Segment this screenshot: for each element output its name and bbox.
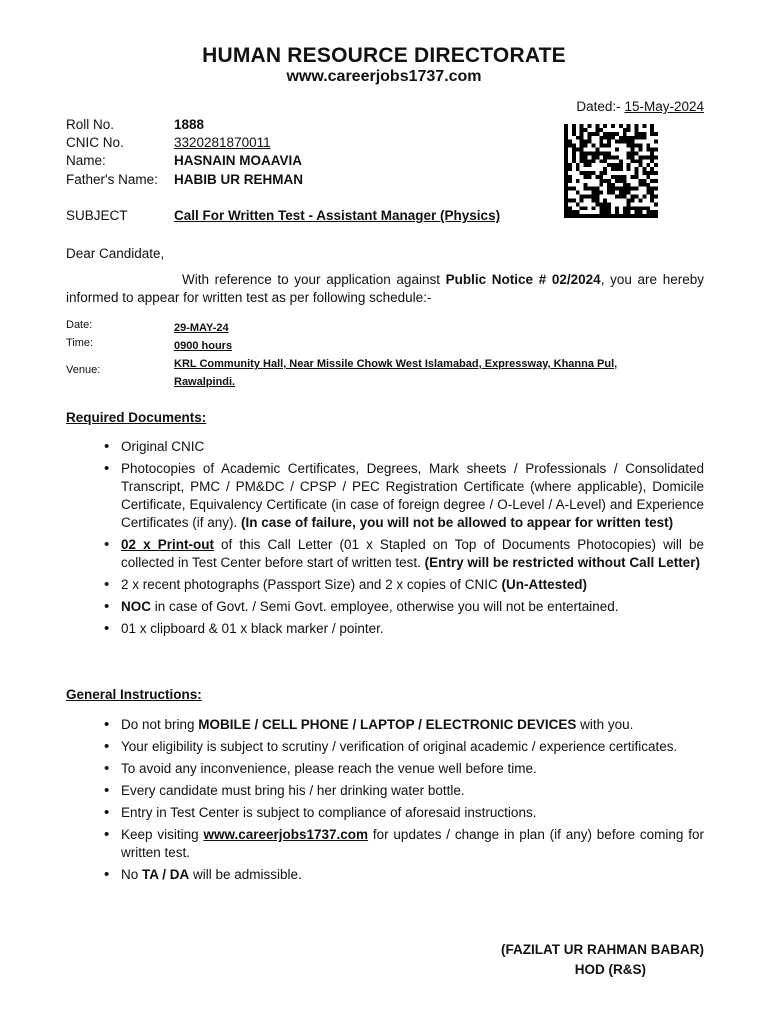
gi-devices-bold: MOBILE / CELL PHONE / LAPTOP / ELECTRONIC DEVICES [198, 717, 577, 732]
schedule-venue-value: KRL Community Hall, Near Missile Chowk West Islamabad, Expressway, Khanna Pul, Rawalpindi. [174, 358, 618, 388]
roll-label: Roll No. [66, 117, 115, 132]
required-documents-heading: Required Documents: [66, 410, 207, 425]
list-item [121, 576, 704, 594]
list-item [121, 782, 704, 800]
gi-eligibility: Your eligibility is subject to scrutiny / verification of original academic / experience certificates. [121, 739, 678, 754]
doc-printout-text: of this Call Letter (01 x Stapled on Top of Documents Photocopies) will be collected in Test Center before start of written test. [121, 537, 704, 570]
signatory-designation: HOD (R&S) [574, 962, 646, 977]
doc-photocopies-warning: (In case of failure, you will not be allowed to appear for written test) [241, 515, 674, 530]
list-item [121, 438, 704, 456]
schedule-venue-label: Venue: [66, 364, 101, 376]
intro-text-2: , you are hereby informed to appear for written test as per following schedule:- [66, 272, 705, 305]
doc-photographs-text: 2 x recent photographs (Passport Size) and 2 x copies of CNIC [121, 577, 502, 592]
cnic-value: 3320281870011 [174, 135, 271, 150]
list-item [121, 460, 704, 532]
doc-original-cnic: Original CNIC [121, 439, 205, 454]
public-notice: Public Notice # 02/2024 [445, 272, 601, 287]
list-item [121, 620, 704, 638]
gi-devices-text-a: Do not bring [121, 717, 199, 732]
schedule-time-label: Time: [66, 337, 94, 349]
father-label: Father's Name: [66, 172, 158, 187]
intro-paragraph [66, 271, 704, 307]
signatory-name: (FAZILAT UR RAHMAN BABAR) [501, 942, 704, 957]
gi-water-bottle: Every candidate must bring his / her drinking water bottle. [121, 783, 465, 798]
dated-label: Dated:- [576, 99, 621, 114]
list-item [121, 738, 704, 756]
list-item [121, 760, 704, 778]
list-item [121, 598, 704, 616]
father-value: HABIB UR REHMAN [174, 172, 303, 187]
header-website: www.careerjobs1737.com [286, 68, 482, 85]
schedule-date-value: 29-MAY-24 [174, 322, 229, 334]
gi-website-link[interactable]: www.careerjobs1737.com [203, 827, 369, 842]
subject-value: Call For Written Test - Assistant Manager (Physics) [174, 208, 501, 223]
list-item [121, 826, 704, 862]
doc-clipboard: 01 x clipboard & 01 x black marker / pointer. [121, 621, 384, 636]
doc-noc-lead: NOC [121, 599, 151, 614]
intro-text-1: With reference to your application against [182, 272, 446, 287]
general-instructions-list [66, 716, 704, 888]
doc-noc-text: in case of Govt. / Semi Govt. employee, otherwise you will not be entertained. [151, 599, 619, 614]
subject-label: SUBJECT [66, 208, 128, 223]
gi-compliance: Entry in Test Center is subject to compliance of aforesaid instructions. [121, 805, 537, 820]
cnic-label: CNIC No. [66, 135, 124, 150]
general-instructions-heading: General Instructions: [66, 687, 202, 702]
name-label: Name: [66, 153, 106, 168]
greeting: Dear Candidate, [66, 246, 165, 261]
list-item [121, 536, 704, 572]
gi-visit-text-b: for updates / change in plan (if any) before coming for written test. [121, 827, 704, 860]
qr-code [563, 124, 659, 218]
gi-visit-text-a: Keep visiting [121, 827, 204, 842]
signature-block [501, 940, 704, 980]
dated-line [576, 99, 704, 114]
doc-photographs-note: (Un-Attested) [501, 577, 587, 592]
gi-reach-early: To avoid any inconvenience, please reach the venue well before time. [121, 761, 537, 776]
gi-devices-text-b: with you. [576, 717, 634, 732]
gi-tada-text-a: No [121, 867, 143, 882]
dated-value: 15-May-2024 [624, 99, 704, 114]
gi-tada-text-b: will be admissible. [189, 867, 302, 882]
doc-photocopies-text: Photocopies of Academic Certificates, Degrees, Mark sheets / Professionals / Consolidated Transcript, PMC / PM&DC / CPSP / PEC Registration Certificate (where applicable), Domicile Certificate, Equivalency Certificate (in case of foreign degree / O-Level / A-Level) and Experience Certificates (if any). [121, 461, 704, 530]
list-item [121, 866, 704, 884]
doc-printout-lead: 02 x Print-out [121, 537, 214, 552]
roll-value: 1888 [174, 117, 205, 132]
name-value: HASNAIN MOAAVIA [174, 153, 302, 168]
list-item [121, 716, 704, 734]
list-item [121, 804, 704, 822]
schedule-date-label: Date: [66, 319, 93, 331]
gi-tada-bold: TA / DA [142, 867, 190, 882]
schedule-time-value: 0900 hours [174, 340, 233, 352]
required-documents-list [66, 438, 704, 642]
doc-printout-warning: (Entry will be restricted without Call Letter) [424, 555, 700, 570]
directorate-title: HUMAN RESOURCE DIRECTORATE [202, 44, 566, 67]
